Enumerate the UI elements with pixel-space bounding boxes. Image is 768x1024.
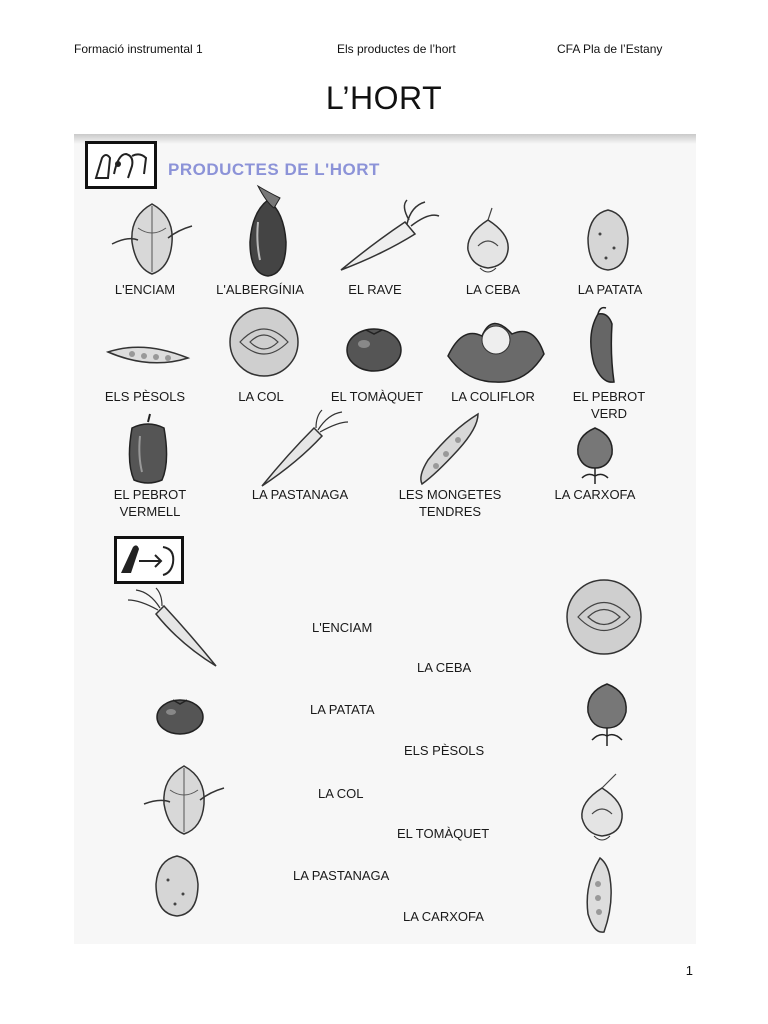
red-pepper-icon (124, 412, 172, 486)
label-cauliflower: LA COLIFLOR (451, 389, 535, 404)
cauliflower-icon (442, 306, 550, 388)
header-center: Els productes de l’hort (337, 42, 456, 56)
header-right: CFA Pla de l’Estany (557, 42, 663, 56)
label-red-pepper: EL PEBROT VERMELL (113, 487, 187, 519)
label-potato: LA PATATA (577, 282, 643, 297)
tomato-icon (155, 694, 205, 736)
label-cabbage: LA COL (238, 389, 284, 404)
label-tomato: EL TOMÀQUET (330, 389, 424, 404)
section-heading: PRODUCTES DE L'HORT (168, 160, 380, 179)
page-number: 1 (685, 963, 693, 978)
artichoke-icon (572, 424, 618, 486)
match-word: EL TOMÀQUET (397, 826, 490, 841)
label-artichoke: LA CARXOFA (554, 487, 636, 502)
match-word: L'ENCIAM (312, 620, 373, 635)
match-word: LA PASTANAGA (293, 868, 390, 883)
cabbage-icon (224, 306, 304, 378)
label-green-beans: LES MONGETES TENDRES (398, 487, 502, 519)
peas-icon (104, 336, 192, 376)
lettuce-icon (140, 762, 228, 838)
radish-icon (335, 198, 445, 276)
label-radish: EL RAVE (348, 282, 402, 297)
label-green-pepper: EL PEBROT VERD (572, 389, 646, 421)
carrot-icon (124, 586, 220, 668)
onion-icon (572, 772, 634, 844)
carrot-icon (258, 408, 350, 488)
lettuce-icon (108, 198, 196, 278)
match-arrow-icon (114, 536, 184, 584)
eggplant-icon (240, 182, 296, 280)
onion-icon (458, 206, 518, 276)
match-word: LA CEBA (417, 660, 472, 675)
match-word: LA PATATA (310, 702, 375, 717)
match-word: ELS PÈSOLS (404, 743, 485, 758)
label-carrot: LA PASTANAGA (251, 487, 349, 502)
label-peas: ELS PÈSOLS (104, 389, 186, 404)
tomato-icon (344, 322, 404, 372)
label-lettuce: L'ENCIAM (114, 282, 176, 297)
label-eggplant: L'ALBERGÍNIA (216, 282, 304, 297)
panel-top-edge (74, 134, 696, 144)
artichoke-icon (582, 680, 632, 748)
cabbage-icon (560, 578, 648, 656)
match-word: LA COL (318, 786, 364, 801)
header-left: Formació instrumental 1 (74, 42, 203, 56)
label-onion: LA CEBA (465, 282, 521, 297)
potato-icon (150, 850, 204, 920)
green-beans-icon (412, 410, 484, 486)
peas-icon (580, 854, 620, 936)
green-pepper-icon (584, 304, 624, 386)
potato-icon (580, 204, 636, 274)
page-title: L’HORT (325, 80, 443, 116)
match-word: LA CARXOFA (403, 909, 484, 924)
hands-sign-icon (85, 141, 157, 189)
